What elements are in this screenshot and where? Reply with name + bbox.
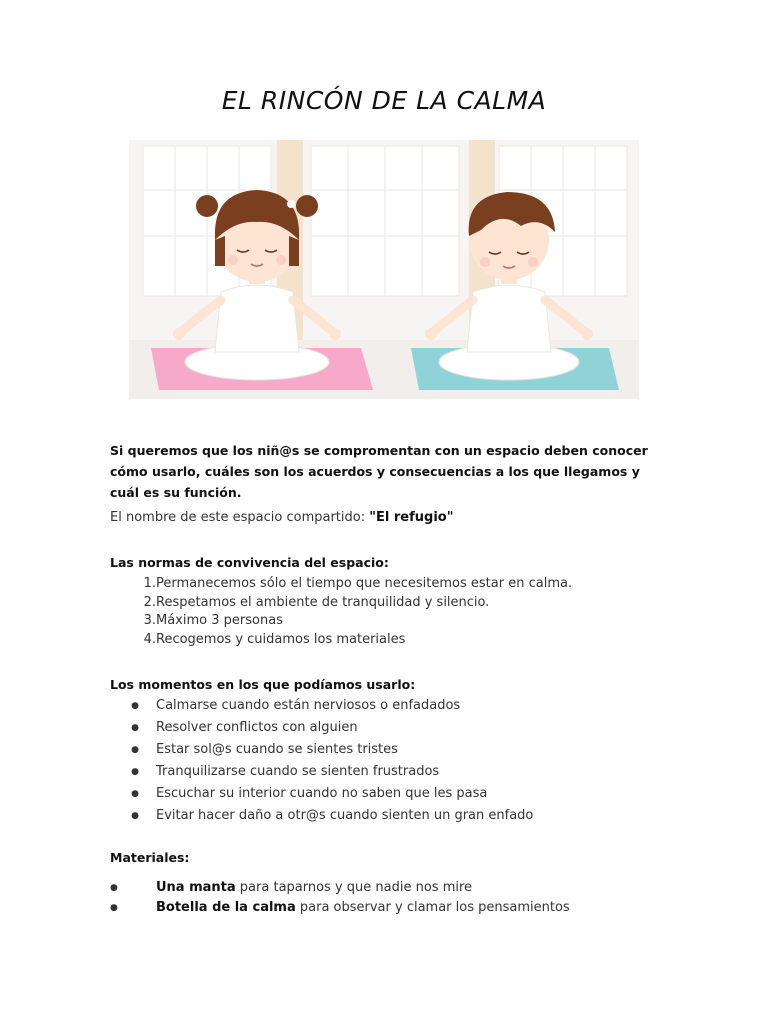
rules-heading: Las normas de convivencia del espacio: bbox=[110, 555, 389, 570]
moment-item bbox=[110, 783, 533, 805]
bullet-icon: ● bbox=[110, 883, 118, 893]
material-name: Botella de la calma bbox=[156, 900, 296, 915]
moment-item bbox=[110, 695, 533, 717]
rule-number: 4. bbox=[143, 631, 156, 647]
rule-item bbox=[110, 594, 572, 613]
bullet-icon: ● bbox=[131, 723, 139, 733]
rule-text: Máximo 3 personas bbox=[156, 613, 283, 628]
rule-number: 1. bbox=[143, 576, 156, 591]
space-name-label: El nombre de este espacio compartido: bbox=[110, 510, 370, 525]
moment-text: Escuchar su interior cuando no saben que les pasa bbox=[156, 786, 488, 801]
moment-text: Tranquilizarse cuando se sienten frustrados bbox=[156, 764, 440, 779]
space-name-line bbox=[110, 510, 453, 525]
materials-heading: Materiales: bbox=[110, 850, 190, 865]
moment-item bbox=[110, 805, 533, 827]
material-desc: para taparnos y que nadie nos mire bbox=[235, 880, 473, 895]
bullet-icon: ● bbox=[131, 701, 139, 711]
moment-item bbox=[110, 739, 533, 761]
rule-text: Recogemos y cuidamos los materiales bbox=[156, 631, 406, 647]
materials-list bbox=[110, 878, 570, 918]
moments-heading: Los momentos en los que podíamos usarlo: bbox=[110, 677, 416, 692]
material-item bbox=[110, 878, 570, 898]
material-item bbox=[110, 898, 570, 918]
page-title: EL RINCÓN DE LA CALMA bbox=[221, 86, 547, 115]
rule-number: 2. bbox=[143, 594, 156, 610]
space-name-value: "El refugio" bbox=[369, 510, 454, 525]
rule-item bbox=[110, 575, 572, 594]
meditating-children-illustration bbox=[129, 140, 639, 399]
rule-text bbox=[156, 575, 572, 594]
material-name: Una manta bbox=[156, 880, 236, 895]
rule-item bbox=[110, 631, 572, 650]
bullet-icon: ● bbox=[110, 903, 118, 913]
rule-number: 3. bbox=[143, 613, 156, 628]
material-desc: para observar y clamar los pensamientos bbox=[295, 900, 570, 915]
moment-text: Evitar hacer daño a otr@s cuando sienten un gran enfado bbox=[156, 808, 534, 823]
bullet-icon: ● bbox=[131, 811, 139, 821]
moment-text: Resolver conflictos con alguien bbox=[156, 720, 358, 735]
rules-list bbox=[110, 575, 572, 649]
intro-paragraph: Si queremos que los niñ@s se compromentan con un espacio deben conocer cómo usarlo, cuáles son los acuerdos y consecuencias a los que llegamos y cuál es su función. bbox=[110, 443, 648, 500]
bullet-icon: ● bbox=[131, 767, 139, 777]
moment-text: Calmarse cuando están nerviosos o enfadados bbox=[156, 698, 461, 713]
moment-text: Estar sol@s cuando se sientes tristes bbox=[156, 742, 398, 757]
moment-item bbox=[110, 717, 533, 739]
bullet-icon: ● bbox=[131, 789, 139, 799]
rule-text-value: Permanecemos sólo el tiempo que necesitemos estar en calma. bbox=[156, 576, 573, 591]
rule-item bbox=[110, 612, 572, 631]
rule-text: Respetamos el ambiente de tranquilidad y silencio. bbox=[156, 594, 490, 610]
moment-item bbox=[110, 761, 533, 783]
moments-list bbox=[110, 695, 533, 827]
bullet-icon: ● bbox=[131, 745, 139, 755]
